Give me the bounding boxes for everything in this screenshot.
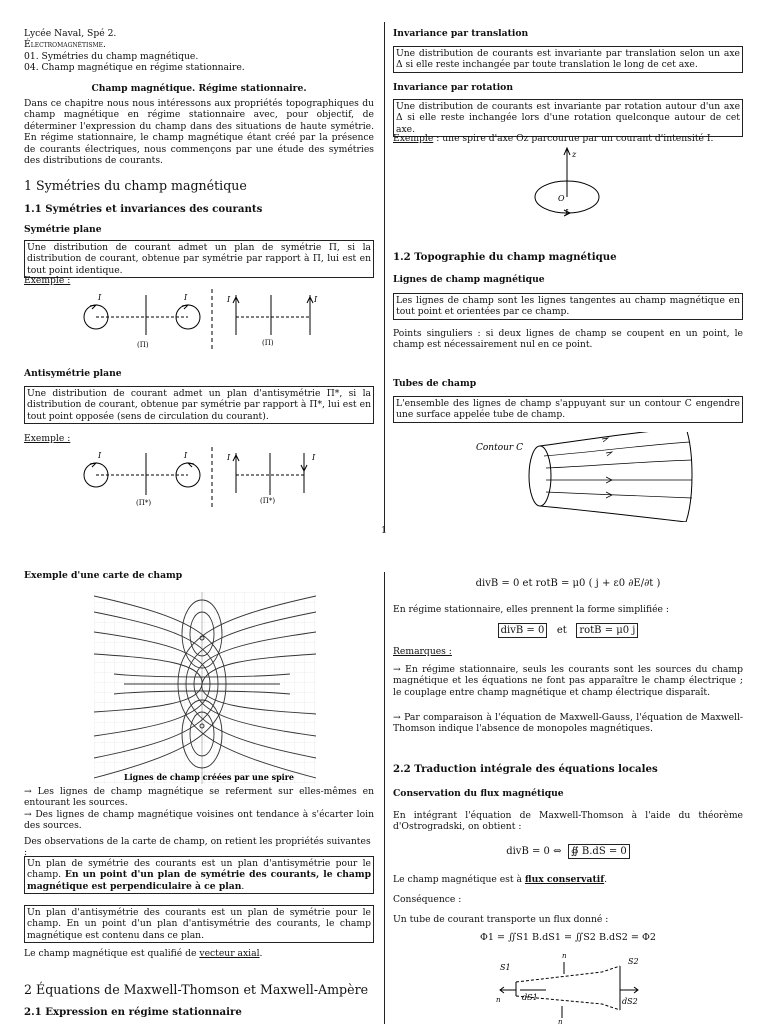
header-line: Lycée Naval, Spé 2. — [24, 28, 117, 39]
header-line: 04. Champ magnétique en régime stationnaire. — [24, 62, 245, 74]
example-word: Exemple — [393, 133, 434, 144]
current-tube-text: Un tube de courant transporte un flux donné : — [393, 914, 609, 925]
field-tubes-heading: Tubes de champ — [393, 378, 477, 389]
flux-word: flux conservatif — [524, 874, 605, 885]
maxwell-equations: divB = 0 et rotB = μ0 ( j + ε0 ∂E/∂t ) — [475, 578, 661, 589]
contour-label: Contour C — [476, 443, 523, 453]
div-equation-box: divB = 0 — [498, 623, 548, 638]
current-label: I — [184, 293, 188, 302]
field-tube-figure — [474, 432, 704, 522]
page-number: 1 — [381, 526, 387, 536]
antisymmetry-definition-box: Une distribution de courant admet un plan d'antisymétrie Π*, si la distribution de courant, obtenue par symétrie par rapport à Π*, lui est en tout point opposée (sens de circulation du courant). — [24, 386, 374, 424]
symmetry-property-box — [24, 856, 374, 894]
current-label: I — [314, 295, 318, 304]
translation-heading: Invariance par translation — [393, 28, 529, 39]
consequence-label: Conséquence : — [393, 894, 462, 905]
conservative-flux-text — [393, 874, 743, 885]
box1-plain: Un plan de symétrie des courants est un plan d'antisymétrie pour le champ. — [27, 858, 371, 881]
symmetry-heading: Symétrie plane — [24, 224, 102, 235]
subsection-1-1-heading: 1.1 Symétries et invariances des courants — [24, 203, 263, 215]
flux-post: . — [604, 874, 608, 885]
axial-pre: Le champ magnétique est qualifié de — [24, 948, 200, 959]
document-title: Champ magnétique. Régime stationnaire. — [91, 83, 307, 94]
stationary-equations — [393, 623, 743, 638]
ostro-box: ∯ B.dS = 0 — [568, 844, 630, 859]
field-lines-heading: Lignes de champ magnétique — [393, 274, 545, 285]
field-map-caption: Lignes de champ créées par une spire — [124, 772, 295, 782]
axial-vector-text — [24, 948, 374, 959]
example-label: Exemple : — [24, 433, 71, 444]
intro-paragraph: Dans ce chapitre nous nous intéressons aux propriétés topographiques du champ magnétique en régime stationnaire avec, pour objectif, de déterminer l'expression du champ dans des situations de haute symétrie. En régime stationnaire, le champ magnétique étant créé par la présence de courants électriques, nous commençons par une étude des symétries des distributions de courants. — [24, 98, 374, 167]
normal-label: n — [558, 1018, 563, 1024]
remark-2: → Par comparaison à l'équation de Maxwell-Gauss, l'équation de Maxwell-Thomson indique l'absence de monopoles magnétiques. — [393, 712, 743, 735]
flux-pre: Le champ magnétique est à — [393, 874, 525, 885]
remarks-label: Remarques : — [393, 646, 452, 657]
column-divider — [384, 572, 385, 1024]
ostrogradski-text: En intégrant l'équation de Maxwell-Thomson à l'aide du théorème d'Ostrogradski, on obtient : — [393, 810, 743, 833]
subsection-2-1-heading: 2.1 Expression en régime stationnaire — [24, 1006, 242, 1018]
current-label: I — [312, 453, 316, 462]
header-block — [24, 28, 374, 74]
current-label: I — [565, 208, 569, 217]
antisymmetry-heading: Antisymétrie plane — [24, 368, 122, 379]
surface-element-label: dS2 — [622, 997, 638, 1006]
symmetry-figure — [60, 285, 360, 353]
rotation-definition-box: Une distribution de courants est invariante par rotation autour d'un axe Δ si elle reste inchangée lors d'une rotation quelconque autour de cet axe. — [393, 99, 743, 137]
surface-element-label: dS1 — [522, 993, 538, 1002]
current-label: I — [98, 451, 102, 460]
header-line: 01. Symétries du champ magnétique. — [24, 50, 199, 62]
field-map-figure — [94, 592, 316, 784]
flux-conservation-heading: Conservation du flux magnétique — [393, 788, 564, 799]
flux-equation: Φ1 = ∬S1 B.dS1 = ∬S2 B.dS2 = Φ2 — [480, 932, 656, 943]
ostrogradski-equation — [393, 844, 743, 859]
antisymmetry-figure — [60, 443, 360, 513]
axial-word: vecteur axial — [199, 948, 260, 959]
header-line: Électromagnétisme. — [24, 39, 106, 51]
antisymmetry-property-box: Un plan d'antisymétrie des courants est un plan de symétrie pour le champ. En un point d'un plan d'antisymétrie des courants, le champ magnétique est contenu dans ce plan. — [24, 905, 374, 943]
section-2-heading: 2 Équations de Maxwell-Thomson et Maxwell-Ampère — [24, 982, 369, 997]
axis-label: z — [572, 150, 577, 159]
plane-label: (Π*) — [260, 497, 276, 505]
field-map-heading: Exemple d'une carte de champ — [24, 570, 183, 581]
remark-1: → En régime stationnaire, seuls les courants sont les sources du champ magnétique et les équations ne font pas apparaître le champ électrique ; le couplage entre champ magnétique et champ électrique disparaît. — [393, 664, 743, 698]
plane-label: (Π) — [262, 339, 274, 347]
current-tube-figure — [492, 952, 652, 1024]
box1-end: . — [241, 880, 245, 892]
spire-figure — [520, 143, 620, 223]
rot-equation-box: rotB = μ0 j — [576, 623, 638, 638]
translation-definition-box: Une distribution de courants est invariante par translation selon un axe Δ si elle reste inchangée par toute translation le long de cet axe. — [393, 46, 743, 73]
symmetry-definition-box: Une distribution de courant admet un plan de symétrie Π, si la distribution de courant, obtenue par symétrie par rapport à Π, lui est en tout point identique. — [24, 240, 374, 278]
surface-label: S2 — [628, 957, 639, 966]
current-label: I — [184, 451, 188, 460]
current-label: I — [98, 293, 102, 302]
field-lines-definition-box: Les lignes de champ sont les lignes tangentes au champ magnétique en tout point et orientées par ce champ. — [393, 293, 743, 320]
subsection-2-2-heading: 2.2 Traduction intégrale des équations locales — [393, 763, 658, 775]
normal-label: n — [562, 952, 567, 960]
plane-label: (Π) — [137, 341, 149, 349]
surface-label: S1 — [500, 963, 511, 972]
field-tubes-definition-box: L'ensemble des lignes de champ s'appuyant sur un contour C engendre une surface appelée tube de champ. — [393, 396, 743, 423]
plane-label: (Π*) — [136, 499, 152, 507]
spire-example-rest: : une spire d'axe Oz parcourue par un courant d'intensité I. — [433, 133, 714, 144]
rotation-heading: Invariance par rotation — [393, 82, 513, 93]
remark-arrow-2: → Des lignes de champ magnétique voisines ont tendance à s'écarter loin des sources. — [24, 809, 374, 832]
ostro-left: divB = 0 ⇔ — [506, 846, 562, 857]
origin-label: O — [558, 194, 565, 203]
and-word: et — [556, 625, 567, 636]
example-label: Exemple : — [24, 275, 71, 286]
box1-bold: En un point d'un plan de symétrie des courants, le champ magnétique est perpendiculaire à ce plan — [27, 869, 371, 892]
stationary-text: En régime stationnaire, elles prennent la forme simplifiée : — [393, 604, 669, 615]
observation-text: Des observations de la carte de champ, on retient les propriétés suivantes : — [24, 836, 371, 859]
singular-points-text: Points singuliers : si deux lignes de champ se coupent en un point, le champ est nécessairement nul en ce point. — [393, 328, 743, 351]
current-label: I — [227, 295, 231, 304]
column-divider — [384, 22, 385, 532]
section-1-heading: 1 Symétries du champ magnétique — [24, 178, 247, 193]
subsection-1-2-heading: 1.2 Topographie du champ magnétique — [393, 251, 617, 263]
normal-label: n — [496, 996, 501, 1004]
current-label: I — [227, 453, 231, 462]
page-2 — [0, 548, 768, 1024]
remark-arrow-1: → Les lignes de champ magnétique se referment sur elles-mêmes en entourant les sources. — [24, 786, 374, 809]
axial-post: . — [259, 948, 263, 959]
